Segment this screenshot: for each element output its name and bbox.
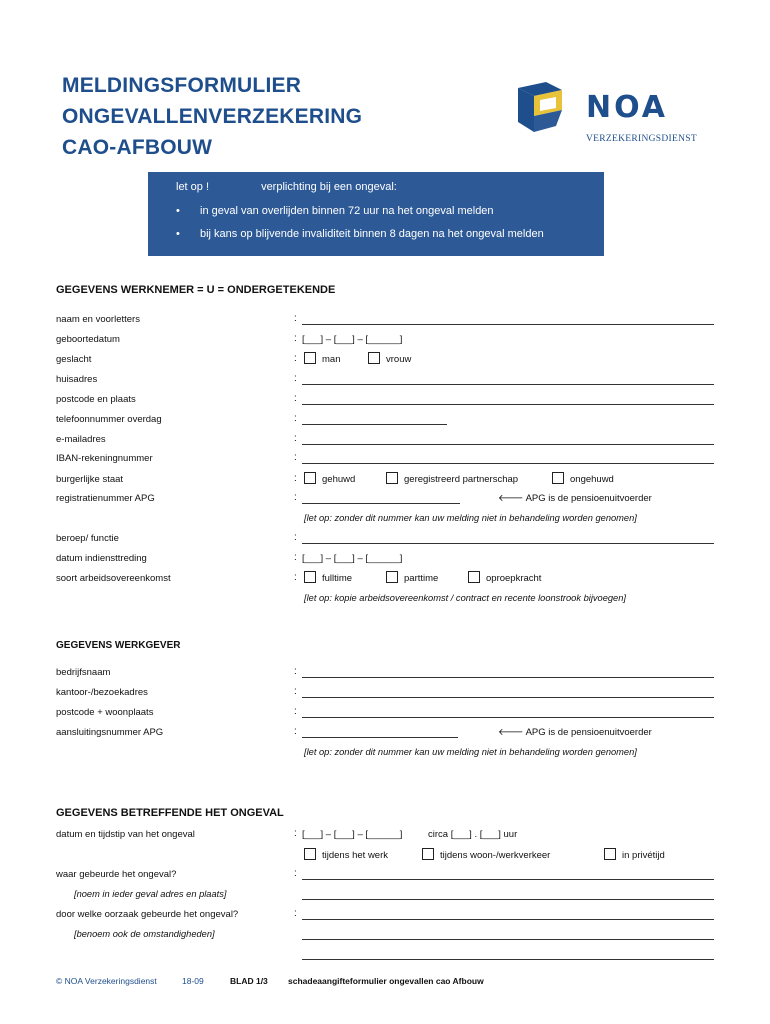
label-gender: geslacht [56,354,92,365]
checkbox-vrouw[interactable]: vrouw [368,352,411,365]
section-employer-heading: GEGEVENS WERKGEVER [56,640,181,651]
start-date-field[interactable]: [___] – [___] – [______] [302,553,403,564]
noa-cube-icon [516,82,564,134]
apg-number-field[interactable] [302,737,458,738]
notice-label: let op ! [176,181,210,193]
form-title [62,70,362,163]
label-dob: geboortedatum [56,334,120,345]
employer-postcode-field[interactable] [302,717,714,718]
iban-field[interactable] [302,463,714,464]
employer-apg-warning: [let op: zonder dit nummer kan uw melding niet in behandeling worden genomen] [304,747,637,757]
bullet-icon: • [176,228,180,240]
checkbox-commute[interactable]: tijdens woon-/werkverkeer [422,848,550,861]
apg-note: 🡐 APG is de pensioenuitvoerder [498,493,652,504]
checkbox-ongehuwd[interactable]: ongehuwd [552,472,614,485]
name-field[interactable] [302,324,714,325]
contract-note: [let op: kopie arbeidsovereenkomst / contract en recente loonstrook bijvoegen] [304,593,626,603]
where-hint: [noem in ieder geval adres en plaats] [74,889,227,899]
label-employer-postcode: postcode + woonplaats [56,707,154,718]
section-accident-heading: GEGEVENS BETREFFENDE HET ONGEVAL [56,807,284,819]
label-contract: soort arbeidsovereenkomst [56,573,171,584]
address-field[interactable] [302,384,714,385]
cause-field-line-2[interactable] [302,939,714,940]
label-datetime: datum en tijdstip van het ongeval [56,829,195,840]
title-line-2: ONGEVALLENVERZEKERING [62,105,363,128]
employer-apg-note: 🡐 APG is de pensioenuitvoerder [498,727,652,738]
section-employee-heading: GEGEVENS WERKNEMER = U = ONDERGETEKENDE [56,284,336,296]
where-field-line-2[interactable] [302,899,714,900]
logo-subtitle: VERZEKERINGSDIENST [586,134,697,144]
title-line-1: MELDINGSFORMULIER [62,74,302,97]
apg-warning: [let op: zonder dit nummer kan uw melding niet in behandeling worden genomen] [304,513,637,523]
label-where: waar gebeurde het ongeval? [56,869,177,880]
checkbox-man[interactable]: man [304,352,340,365]
apg-field[interactable] [302,503,460,504]
title-line-3: CAO-AFBOUW [62,136,213,159]
label-start-date: datum indiensttreding [56,553,147,564]
noa-logo [516,82,721,142]
where-field-line-1[interactable] [302,879,714,880]
label-apg-number: aansluitingsnummer APG [56,727,164,738]
company-field[interactable] [302,677,714,678]
label-office: kantoor-/bezoekadres [56,687,148,698]
cause-field-line-3[interactable] [302,959,714,960]
accident-date-field[interactable]: [___] – [___] – [______] [302,829,403,840]
footer-version: 18-09 [182,976,204,986]
footer-doc-name: schadeaangifteformulier ongevallen cao Afbouw [288,976,484,986]
checkbox-during-work[interactable]: tijdens het werk [304,848,388,861]
label-name: naam en voorletters [56,314,140,325]
checkbox-fulltime[interactable]: fulltime [304,571,352,584]
label-iban: IBAN-rekeningnummer [56,453,153,464]
label-job: beroep/ functie [56,533,119,544]
label-email: e-mailadres [56,434,106,445]
notice-bullet-2: • bij kans op blijvende invaliditeit binnen 8 dagen na het ongeval melden [176,228,544,240]
job-field[interactable] [302,543,714,544]
checkbox-oproepkracht[interactable]: oproepkracht [468,571,541,584]
postcode-field[interactable] [302,404,714,405]
checkbox-parttime[interactable]: parttime [386,571,438,584]
office-field[interactable] [302,697,714,698]
cause-field-line-1[interactable] [302,919,714,920]
checkbox-gehuwd[interactable]: gehuwd [304,472,355,485]
label-marital: burgerlijke staat [56,474,124,485]
phone-field[interactable] [302,424,447,425]
footer-page: BLAD 1/3 [230,976,268,986]
checkbox-private[interactable]: in privétijd [604,848,665,861]
notice-box [148,172,604,256]
cause-hint: [benoem ook de omstandigheden] [74,929,215,939]
dob-field[interactable]: [___] – [___] – [______] [302,334,403,345]
notice-heading: verplichting bij een ongeval: [261,181,397,193]
label-cause: door welke oorzaak gebeurde het ongeval? [56,909,239,920]
logo-name: NOA [586,90,669,125]
email-field[interactable] [302,444,714,445]
label-address: huisadres [56,374,98,385]
label-postcode: postcode en plaats [56,394,136,405]
footer-copyright: © NOA Verzekeringsdienst [56,976,157,986]
bullet-icon: • [176,205,180,217]
label-phone: telefoonnummer overdag [56,414,162,425]
accident-time-field[interactable]: circa [___] . [___] uur [428,829,518,840]
label-company: bedrijfsnaam [56,667,111,678]
notice-bullet-1: • in geval van overlijden binnen 72 uur na het ongeval melden [176,205,494,217]
label-apg: registratienummer APG [56,493,155,504]
checkbox-partnerschap[interactable]: geregistreerd partnerschap [386,472,518,485]
